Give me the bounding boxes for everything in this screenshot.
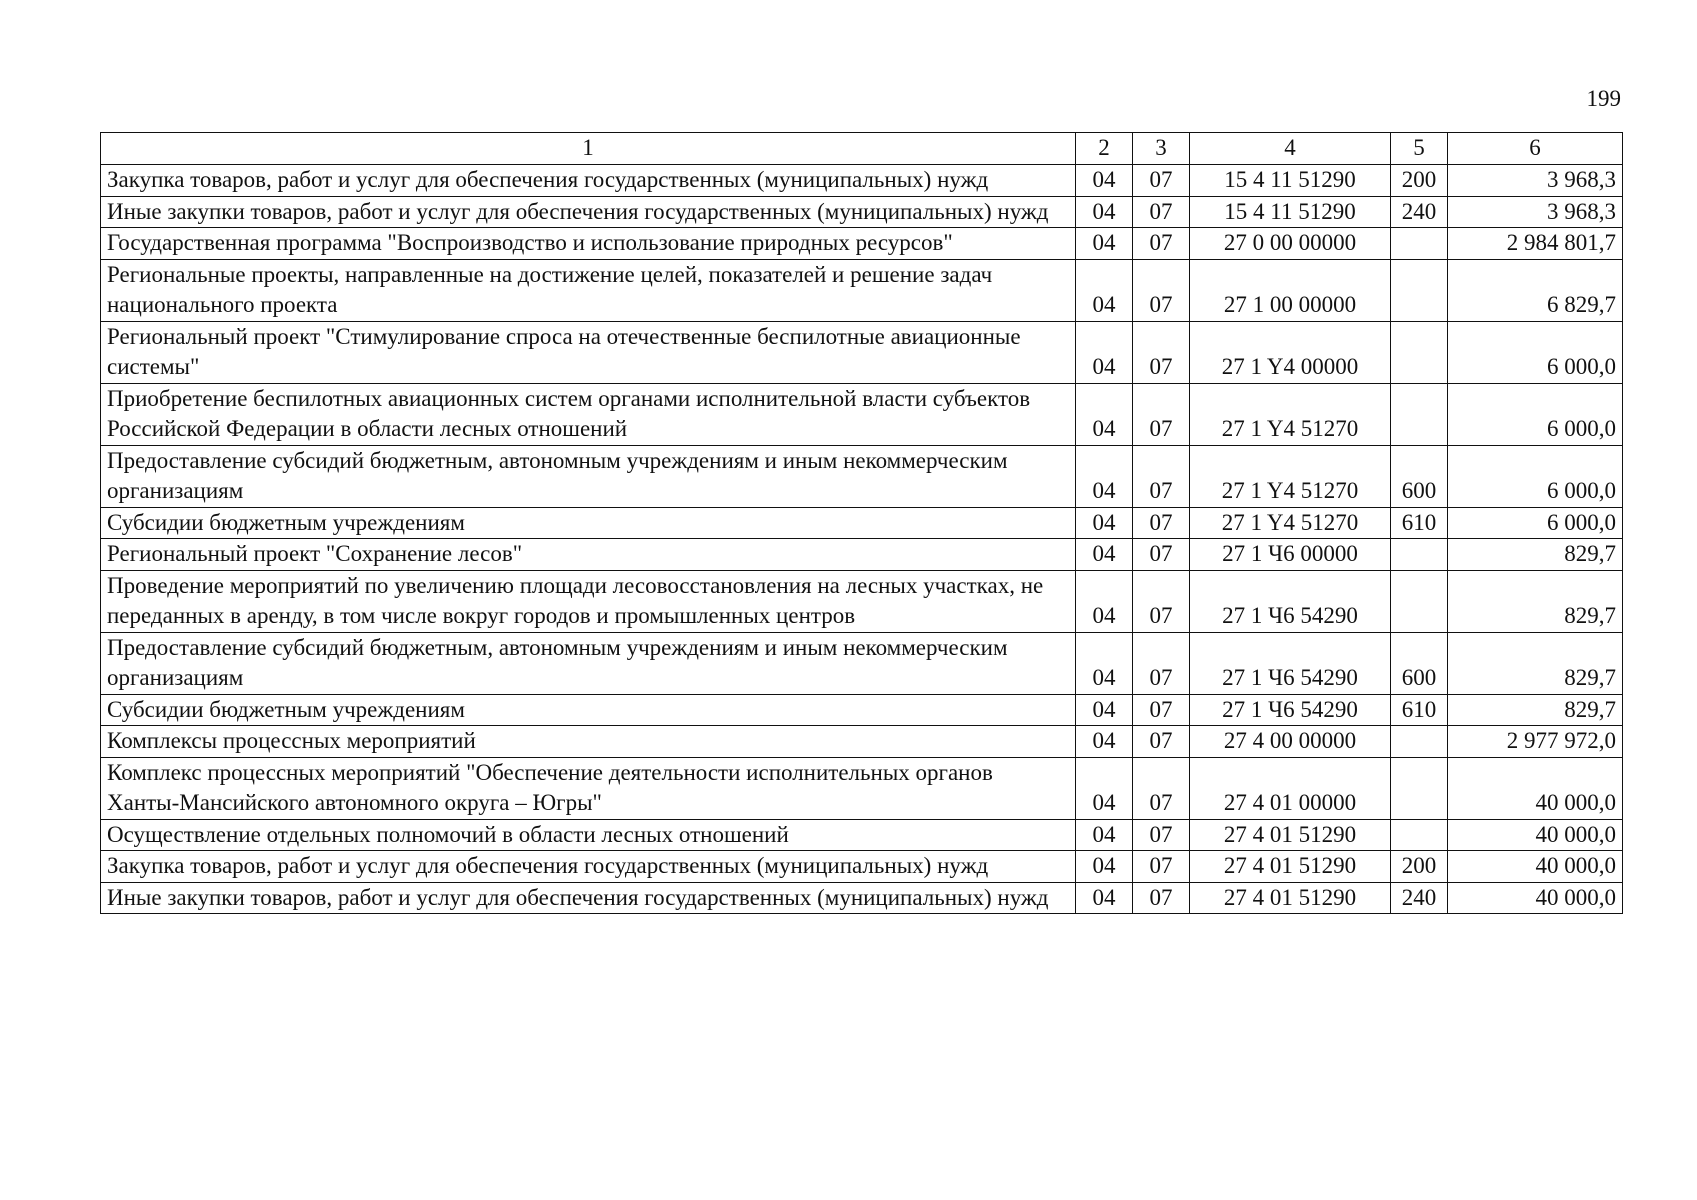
row-section: 04 — [1076, 507, 1133, 539]
row-section: 04 — [1076, 819, 1133, 851]
row-name: Предоставление субсидий бюджетным, автономным учреждениям и иным некоммерческим организациям — [101, 632, 1076, 694]
table-row — [101, 726, 1623, 758]
row-section: 04 — [1076, 882, 1133, 914]
row-subsection: 07 — [1133, 165, 1190, 197]
row-expense-type — [1391, 570, 1448, 632]
row-subsection: 07 — [1133, 445, 1190, 507]
budget-table — [100, 132, 1623, 914]
row-target-article: 27 1 Ч6 00000 — [1190, 539, 1391, 571]
row-subsection: 07 — [1133, 851, 1190, 883]
row-expense-type — [1391, 259, 1448, 321]
table-row — [101, 851, 1623, 883]
row-section: 04 — [1076, 228, 1133, 260]
table-row — [101, 259, 1623, 321]
row-name: Региональные проекты, направленные на достижение целей, показателей и решение задач национального проекта — [101, 259, 1076, 321]
row-subsection: 07 — [1133, 196, 1190, 228]
table-row — [101, 228, 1623, 260]
row-section: 04 — [1076, 445, 1133, 507]
row-target-article: 27 0 00 00000 — [1190, 228, 1391, 260]
row-amount: 40 000,0 — [1448, 882, 1623, 914]
table-row — [101, 632, 1623, 694]
table-row — [101, 196, 1623, 228]
row-section: 04 — [1076, 259, 1133, 321]
row-subsection: 07 — [1133, 882, 1190, 914]
row-amount: 2 977 972,0 — [1448, 726, 1623, 758]
row-name: Субсидии бюджетным учреждениям — [101, 507, 1076, 539]
row-expense-type: 200 — [1391, 851, 1448, 883]
header-col-target-article: 4 — [1190, 133, 1391, 165]
row-name: Осуществление отдельных полномочий в области лесных отношений — [101, 819, 1076, 851]
row-amount: 829,7 — [1448, 632, 1623, 694]
row-expense-type — [1391, 539, 1448, 571]
table-row — [101, 757, 1623, 819]
row-subsection: 07 — [1133, 632, 1190, 694]
row-amount: 6 829,7 — [1448, 259, 1623, 321]
row-section: 04 — [1076, 539, 1133, 571]
row-expense-type: 610 — [1391, 694, 1448, 726]
row-section: 04 — [1076, 196, 1133, 228]
row-amount: 829,7 — [1448, 570, 1623, 632]
row-expense-type — [1391, 228, 1448, 260]
row-amount: 3 968,3 — [1448, 196, 1623, 228]
table-header — [101, 133, 1623, 165]
row-amount: 3 968,3 — [1448, 165, 1623, 197]
row-target-article: 27 4 01 00000 — [1190, 757, 1391, 819]
row-subsection: 07 — [1133, 726, 1190, 758]
row-target-article: 27 4 01 51290 — [1190, 819, 1391, 851]
table-row — [101, 321, 1623, 383]
row-subsection: 07 — [1133, 570, 1190, 632]
row-subsection: 07 — [1133, 539, 1190, 571]
table-row — [101, 570, 1623, 632]
row-expense-type: 600 — [1391, 632, 1448, 694]
table-row — [101, 539, 1623, 571]
row-amount: 6 000,0 — [1448, 321, 1623, 383]
row-subsection: 07 — [1133, 819, 1190, 851]
page-number: 199 — [1586, 86, 1621, 111]
row-name: Региональный проект "Сохранение лесов" — [101, 539, 1076, 571]
row-target-article: 27 1 Ч6 54290 — [1190, 570, 1391, 632]
row-section: 04 — [1076, 726, 1133, 758]
row-section: 04 — [1076, 570, 1133, 632]
row-name: Комплекс процессных мероприятий "Обеспечение деятельности исполнительных органов Ханты-Мансийского автономного округа – Югры" — [101, 757, 1076, 819]
header-col-amount: 6 — [1448, 133, 1623, 165]
row-target-article: 27 4 01 51290 — [1190, 851, 1391, 883]
header-row — [101, 133, 1623, 165]
row-target-article: 27 1 Y4 51270 — [1190, 445, 1391, 507]
table-row — [101, 165, 1623, 197]
row-section: 04 — [1076, 321, 1133, 383]
header-col-name: 1 — [101, 133, 1076, 165]
row-expense-type — [1391, 383, 1448, 445]
row-section: 04 — [1076, 165, 1133, 197]
row-name: Закупка товаров, работ и услуг для обеспечения государственных (муниципальных) нужд — [101, 165, 1076, 197]
table-body — [101, 165, 1623, 914]
row-name: Государственная программа "Воспроизводство и использование природных ресурсов" — [101, 228, 1076, 260]
header-col-expense-type: 5 — [1391, 133, 1448, 165]
row-target-article: 27 4 01 51290 — [1190, 882, 1391, 914]
row-amount: 2 984 801,7 — [1448, 228, 1623, 260]
table-row — [101, 383, 1623, 445]
row-expense-type: 610 — [1391, 507, 1448, 539]
row-expense-type — [1391, 757, 1448, 819]
row-target-article: 27 1 Y4 00000 — [1190, 321, 1391, 383]
row-name: Иные закупки товаров, работ и услуг для обеспечения государственных (муниципальных) нужд — [101, 882, 1076, 914]
row-expense-type: 240 — [1391, 882, 1448, 914]
row-amount: 40 000,0 — [1448, 819, 1623, 851]
row-target-article: 27 4 00 00000 — [1190, 726, 1391, 758]
row-section: 04 — [1076, 851, 1133, 883]
table-row — [101, 694, 1623, 726]
row-amount: 40 000,0 — [1448, 757, 1623, 819]
row-section: 04 — [1076, 694, 1133, 726]
row-expense-type: 200 — [1391, 165, 1448, 197]
row-amount: 6 000,0 — [1448, 445, 1623, 507]
row-expense-type — [1391, 819, 1448, 851]
row-name: Субсидии бюджетным учреждениям — [101, 694, 1076, 726]
row-name: Комплексы процессных мероприятий — [101, 726, 1076, 758]
row-section: 04 — [1076, 632, 1133, 694]
row-subsection: 07 — [1133, 259, 1190, 321]
row-expense-type: 600 — [1391, 445, 1448, 507]
row-target-article: 27 1 Ч6 54290 — [1190, 632, 1391, 694]
row-target-article: 15 4 11 51290 — [1190, 165, 1391, 197]
row-name: Проведение мероприятий по увеличению площади лесовосстановления на лесных участках, не переданных в аренду, в том числе вокруг городов и промышленных центров — [101, 570, 1076, 632]
row-section: 04 — [1076, 383, 1133, 445]
row-expense-type — [1391, 321, 1448, 383]
header-col-section: 2 — [1076, 133, 1133, 165]
table-row — [101, 507, 1623, 539]
row-name: Закупка товаров, работ и услуг для обеспечения государственных (муниципальных) нужд — [101, 851, 1076, 883]
row-expense-type — [1391, 726, 1448, 758]
row-subsection: 07 — [1133, 228, 1190, 260]
row-amount: 6 000,0 — [1448, 383, 1623, 445]
table-row — [101, 819, 1623, 851]
row-name: Региональный проект "Стимулирование спроса на отечественные беспилотные авиационные системы" — [101, 321, 1076, 383]
header-col-subsection: 3 — [1133, 133, 1190, 165]
row-target-article: 27 1 Y4 51270 — [1190, 383, 1391, 445]
row-expense-type: 240 — [1391, 196, 1448, 228]
row-name: Иные закупки товаров, работ и услуг для обеспечения государственных (муниципальных) нужд — [101, 196, 1076, 228]
row-target-article: 27 1 00 00000 — [1190, 259, 1391, 321]
row-subsection: 07 — [1133, 694, 1190, 726]
table-row — [101, 445, 1623, 507]
row-name: Приобретение беспилотных авиационных систем органами исполнительной власти субъектов Российской Федерации в области лесных отношений — [101, 383, 1076, 445]
row-amount: 6 000,0 — [1448, 507, 1623, 539]
row-target-article: 27 1 Ч6 54290 — [1190, 694, 1391, 726]
row-target-article: 15 4 11 51290 — [1190, 196, 1391, 228]
row-amount: 829,7 — [1448, 694, 1623, 726]
row-section: 04 — [1076, 757, 1133, 819]
row-subsection: 07 — [1133, 757, 1190, 819]
row-subsection: 07 — [1133, 507, 1190, 539]
table-row — [101, 882, 1623, 914]
row-subsection: 07 — [1133, 383, 1190, 445]
row-amount: 40 000,0 — [1448, 851, 1623, 883]
row-target-article: 27 1 Y4 51270 — [1190, 507, 1391, 539]
row-subsection: 07 — [1133, 321, 1190, 383]
row-amount: 829,7 — [1448, 539, 1623, 571]
row-name: Предоставление субсидий бюджетным, автономным учреждениям и иным некоммерческим организациям — [101, 445, 1076, 507]
